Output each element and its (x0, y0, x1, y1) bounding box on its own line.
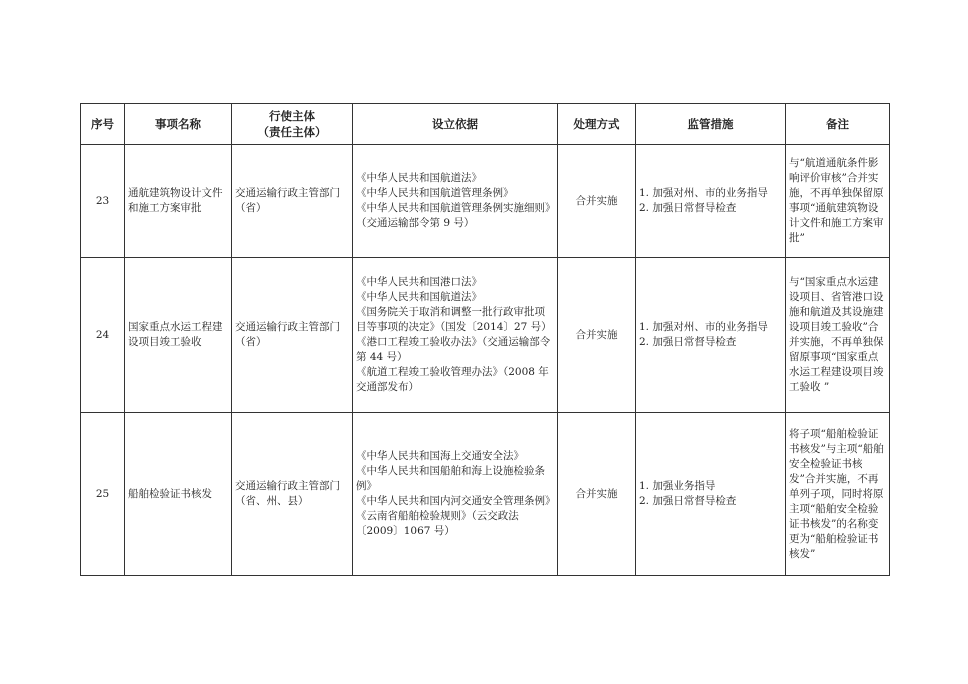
basis-line: 《中华人民共和国航道法》 (356, 172, 482, 184)
basis-line: 《中华人民共和国内河交通安全管理条例》 (356, 495, 556, 507)
item-method: 合并实施 (558, 258, 636, 413)
item-subject: 交通运输行政主管部门（省、州、县） (232, 413, 353, 576)
basis-line: 《中华人民共和国港口法》 (356, 276, 482, 288)
row-number: 25 (81, 413, 125, 576)
measure-line: 1. 加强对州、市的业务指导 (639, 321, 768, 333)
item-basis (353, 413, 558, 576)
item-measures (636, 413, 786, 576)
item-basis (353, 258, 558, 413)
item-notes: 将子项“船舶检验证书核发”与主项“船舶安全检验证书核发”合并实施，不再单列子项，同时将原主项“船舶安全检验证书核发”的名称变更为“船舶检验证书核发” (786, 413, 890, 576)
measure-line: 1. 加强业务指导 (639, 480, 716, 492)
item-method: 合并实施 (558, 145, 636, 258)
measure-line: 1. 加强对州、市的业务指导 (639, 187, 768, 199)
item-measures (636, 145, 786, 258)
header-basis: 设立依据 (353, 104, 558, 145)
header-subject-line2: （责任主体） (257, 125, 327, 139)
item-notes: 与“国家重点水运建设项目、省管港口设施和航道及其设施建设项目竣工验收”合并实施，不再单独保留原事项“国家重点水运工程建设项目竣工验收 ” (786, 258, 890, 413)
item-name: 通航建筑物设计文件和施工方案审批 (125, 145, 232, 258)
item-method: 合并实施 (558, 413, 636, 576)
measure-line: 2. 加强日常督导检查 (639, 202, 737, 214)
item-notes: 与“航道通航条件影响评价审核”合并实施，不再单独保留原事项“通航建筑物设计文件和施工方案审批” (786, 145, 890, 258)
item-measures (636, 258, 786, 413)
header-notes: 备注 (786, 104, 890, 145)
basis-line: 《中华人民共和国海上交通安全法》 (356, 450, 524, 462)
basis-line: 《中华人民共和国船舶和海上设施检验条例》 (356, 465, 545, 492)
item-subject: 交通运输行政主管部门（省） (232, 258, 353, 413)
item-subject: 交通运输行政主管部门（省） (232, 145, 353, 258)
table-row (81, 145, 890, 258)
basis-line: 《中华人民共和国航道管理条例实施细则》（交通运输部令第 9 号） (356, 202, 551, 229)
header-no: 序号 (81, 104, 125, 145)
item-name: 船舶检验证书核发 (125, 413, 232, 576)
header-name: 事项名称 (125, 104, 232, 145)
basis-line: 《中华人民共和国航道管理条例》 (356, 187, 514, 199)
items-table (80, 103, 890, 576)
header-measures: 监管措施 (636, 104, 786, 145)
row-number: 23 (81, 145, 125, 258)
measure-line: 2. 加强日常督导检查 (639, 495, 737, 507)
basis-line: 《云南省船舶检验规则》（云交政法〔2009〕1067 号） (356, 510, 519, 537)
basis-line: 《中华人民共和国航道法》 (356, 291, 482, 303)
basis-line: 《港口工程竣工验收办法》（交通运输部令第 44 号） (356, 336, 551, 363)
table-row (81, 413, 890, 576)
header-subject-line1: 行使主体 (269, 109, 315, 123)
table-row (81, 258, 890, 413)
row-number: 24 (81, 258, 125, 413)
header-subject (232, 104, 353, 145)
table-header-row (81, 104, 890, 145)
basis-line: 《航道工程竣工验收管理办法》（2008 年交通部发布） (356, 366, 549, 393)
header-method: 处理方式 (558, 104, 636, 145)
measure-line: 2. 加强日常督导检查 (639, 336, 737, 348)
item-name: 国家重点水运工程建设项目竣工验收 (125, 258, 232, 413)
item-basis (353, 145, 558, 258)
basis-line: 《国务院关于取消和调整一批行政审批项目等事项的决定》（国发〔2014〕27 号） (356, 306, 552, 333)
